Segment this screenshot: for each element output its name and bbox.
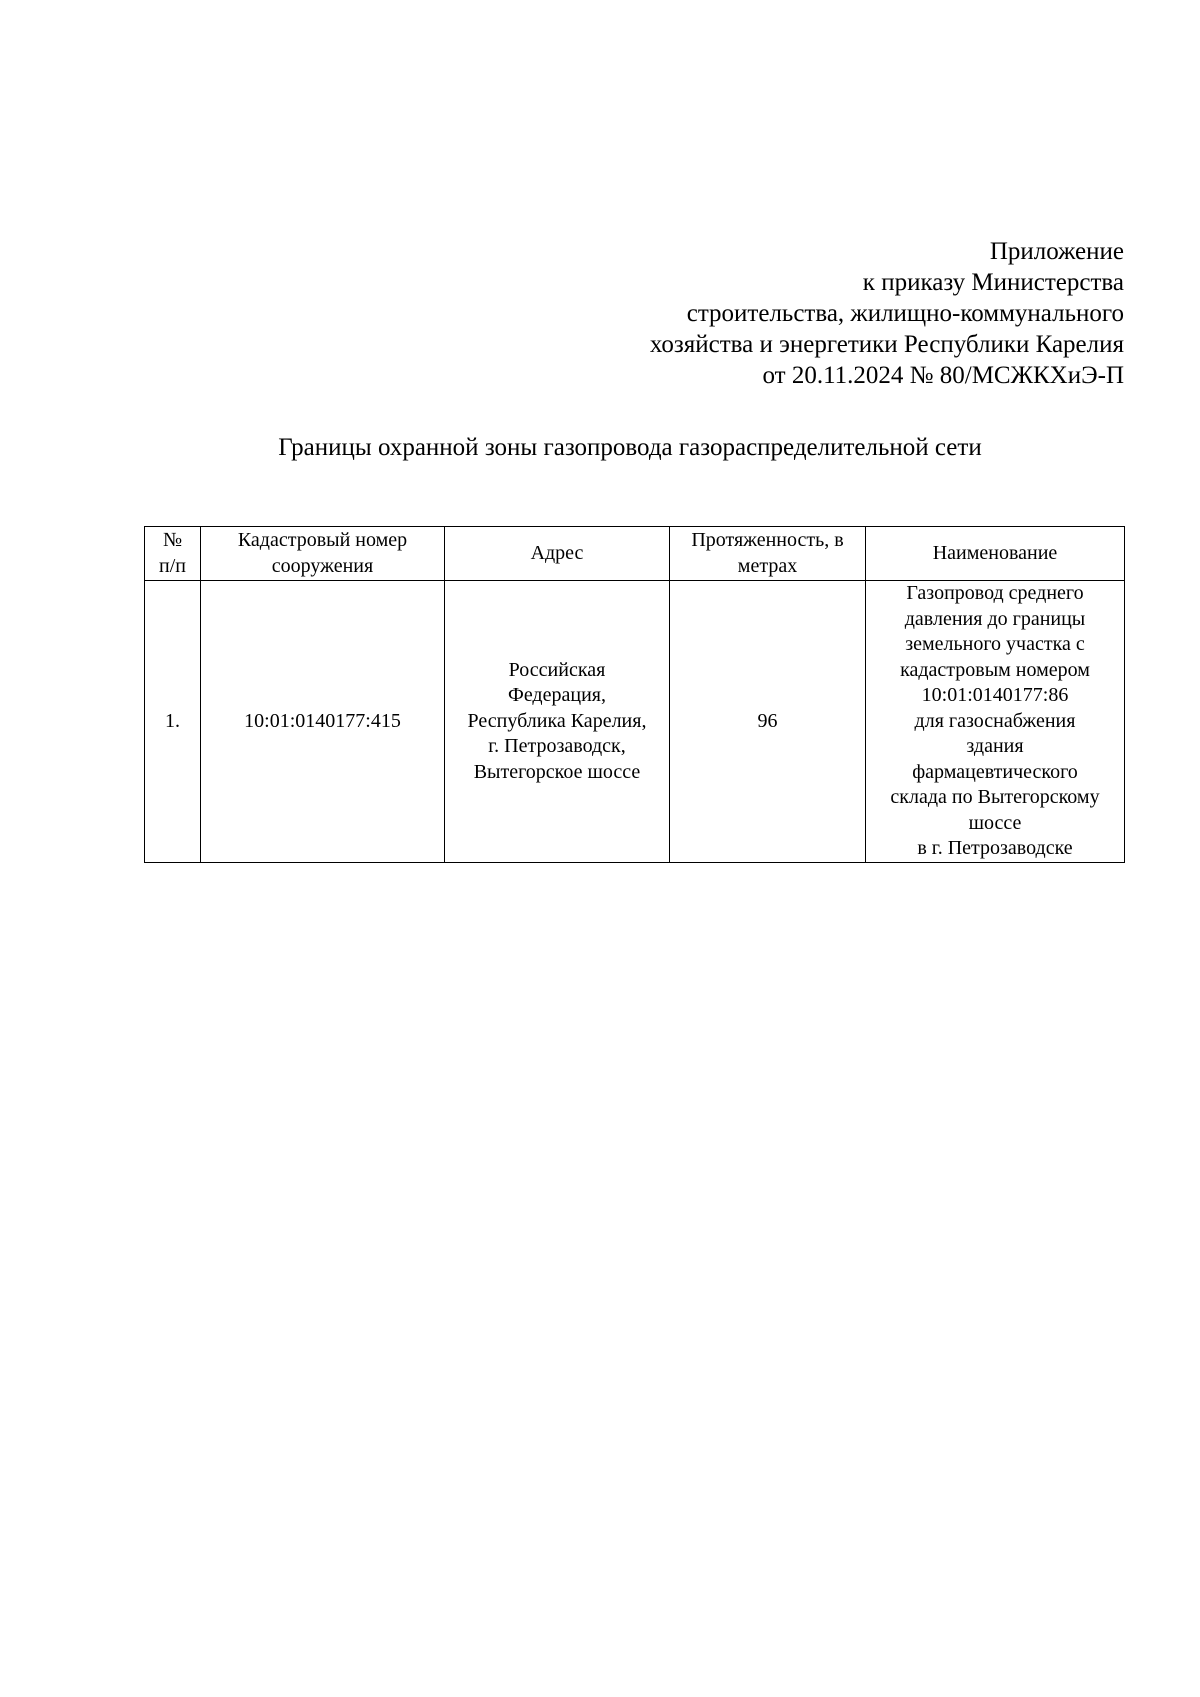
name-line: фармацевтического	[912, 760, 1078, 783]
length-cell: 96	[670, 581, 866, 863]
header-line: №	[162, 529, 183, 551]
document-title: Границы охранной зоны газопровода газораспределительной сети	[278, 434, 982, 461]
name-line: давления до границы	[904, 607, 1086, 630]
header-line: Адрес	[530, 541, 584, 564]
header-cadastral-number	[201, 527, 445, 581]
header-name	[866, 527, 1125, 581]
name-line: здания	[966, 735, 1024, 757]
name-line: для газоснабжения	[914, 709, 1076, 732]
cadastral-number-cell: 10:01:0140177:415	[201, 581, 445, 863]
address-line: Федерация,	[508, 684, 606, 706]
appendix-line: Приложение	[989, 238, 1124, 265]
address-line: Республика Карелия,	[467, 709, 647, 732]
address-cell	[445, 581, 670, 863]
address-line: Вытегорское шоссе	[473, 760, 641, 783]
appendix-line: строительства, жилищно-коммунального	[686, 300, 1124, 327]
name-line: 10:01:0140177:86	[921, 684, 1069, 706]
name-line: земельного участка с	[905, 633, 1085, 655]
address-line: г. Петрозаводск,	[488, 735, 626, 757]
appendix-header	[424, 236, 1124, 391]
header-line: Протяженность, в	[691, 529, 844, 551]
address-line: Российская	[508, 658, 606, 681]
header-line: п/п	[159, 554, 186, 577]
header-number	[145, 527, 201, 581]
appendix-line: от 20.11.2024 № 80/МСЖКХиЭ-П	[762, 362, 1124, 389]
header-line: Кадастровый номер	[237, 529, 408, 551]
protection-zone-table	[144, 526, 1125, 863]
header-line: Наименование	[932, 541, 1058, 564]
header-address	[445, 527, 670, 581]
appendix-line: к приказу Министерства	[862, 269, 1124, 296]
appendix-line: хозяйства и энергетики Республики Карелия	[649, 331, 1124, 358]
header-line: метрах	[737, 554, 798, 577]
name-line: Газопровод среднего	[906, 582, 1084, 604]
name-line: склада по Вытегорскому	[890, 786, 1100, 808]
name-line: кадастровым номером	[900, 658, 1090, 681]
table-header-row	[145, 527, 1125, 581]
name-cell	[866, 581, 1125, 863]
header-length	[670, 527, 866, 581]
name-line: шоссе	[968, 811, 1022, 834]
name-line: в г. Петрозаводске	[917, 837, 1073, 859]
table-row	[145, 581, 1125, 863]
row-number-cell: 1.	[145, 581, 201, 863]
header-line: сооружения	[271, 554, 374, 577]
